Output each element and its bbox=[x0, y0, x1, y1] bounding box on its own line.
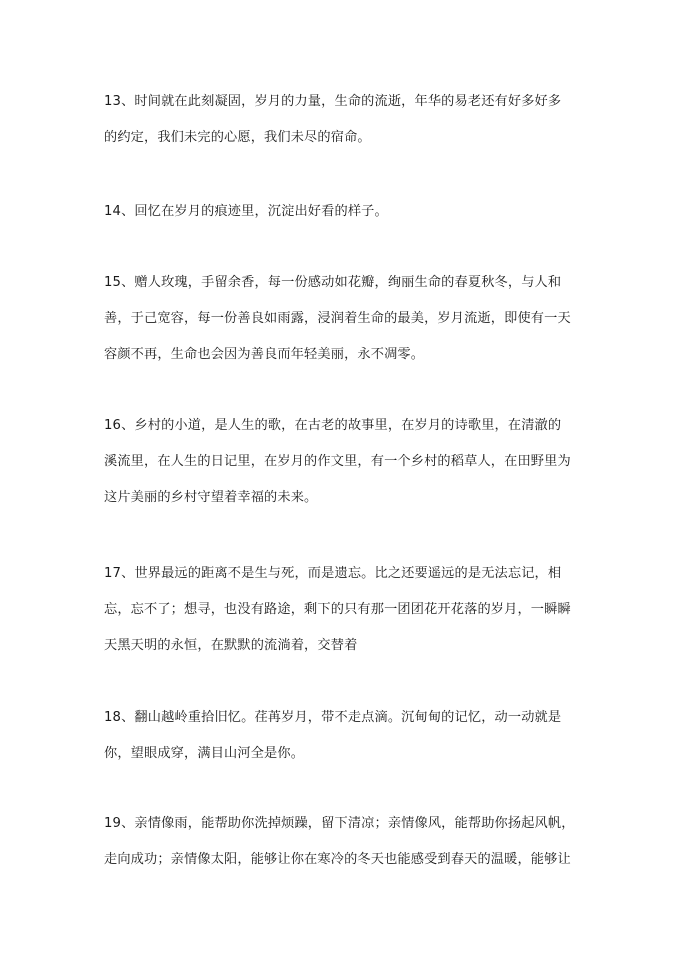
paragraph-18 bbox=[104, 700, 604, 772]
paragraph-line: 溪流里，在人生的日记里，在岁月的作文里，有一个乡村的稻草人，在田野里为 bbox=[104, 454, 571, 469]
paragraph-line: 14、回忆在岁月的痕迹里，沉淀出好看的样子。 bbox=[104, 204, 388, 219]
paragraph-line: 你，望眼成穿，满目山河全是你。 bbox=[104, 746, 305, 761]
paragraph-13 bbox=[104, 84, 604, 156]
paragraph-line: 19、亲情像雨，能帮助你洗掉烦躁，留下清凉；亲情像风，能帮助你扬起风帆， bbox=[104, 816, 575, 831]
paragraph-16 bbox=[104, 408, 604, 516]
paragraph-line: 这片美丽的乡村守望着幸福的未来。 bbox=[104, 490, 318, 505]
paragraph-line: 18、翻山越岭重拾旧忆。荏苒岁月，带不走点滴。沉甸甸的记忆，动一动就是 bbox=[104, 710, 562, 725]
paragraph-line: 17、世界最远的距离不是生与死，而是遗忘。比之还要遥远的是无法忘记，相 bbox=[104, 566, 562, 581]
paragraph-line: 忘，忘不了；想寻，也没有路途，剩下的只有那一团团花开花落的岁月，一瞬瞬 bbox=[104, 602, 571, 617]
paragraph-15 bbox=[104, 265, 604, 373]
paragraph-line: 16、乡村的小道，是人生的歌，在古老的故事里，在岁月的诗歌里，在清澈的 bbox=[104, 418, 562, 433]
paragraph-line: 15、赠人玫瑰，手留余香，每一份感动如花瓣，绚丽生命的春夏秋冬，与人和 bbox=[104, 275, 562, 290]
paragraph-line: 13、时间就在此刻凝固，岁月的力量，生命的流逝，年华的易老还有好多好多 bbox=[104, 94, 562, 109]
paragraph-line: 天黑天明的永恒，在默默的流淌着，交替着 bbox=[104, 638, 358, 653]
paragraph-line: 走向成功；亲情像太阳，能够让你在寒冷的冬天也能感受到春天的温暖，能够让 bbox=[104, 852, 571, 867]
paragraph-19 bbox=[104, 806, 604, 878]
paragraph-14 bbox=[104, 194, 604, 230]
paragraph-line: 容颜不再，生命也会因为善良而年轻美丽，永不凋零。 bbox=[104, 347, 425, 362]
paragraph-line: 的约定，我们未完的心愿，我们未尽的宿命。 bbox=[104, 130, 371, 145]
paragraph-line: 善，于己宽容，每一份善良如雨露，浸润着生命的最美，岁月流逝，即使有一天 bbox=[104, 311, 571, 326]
paragraph-17 bbox=[104, 556, 604, 664]
